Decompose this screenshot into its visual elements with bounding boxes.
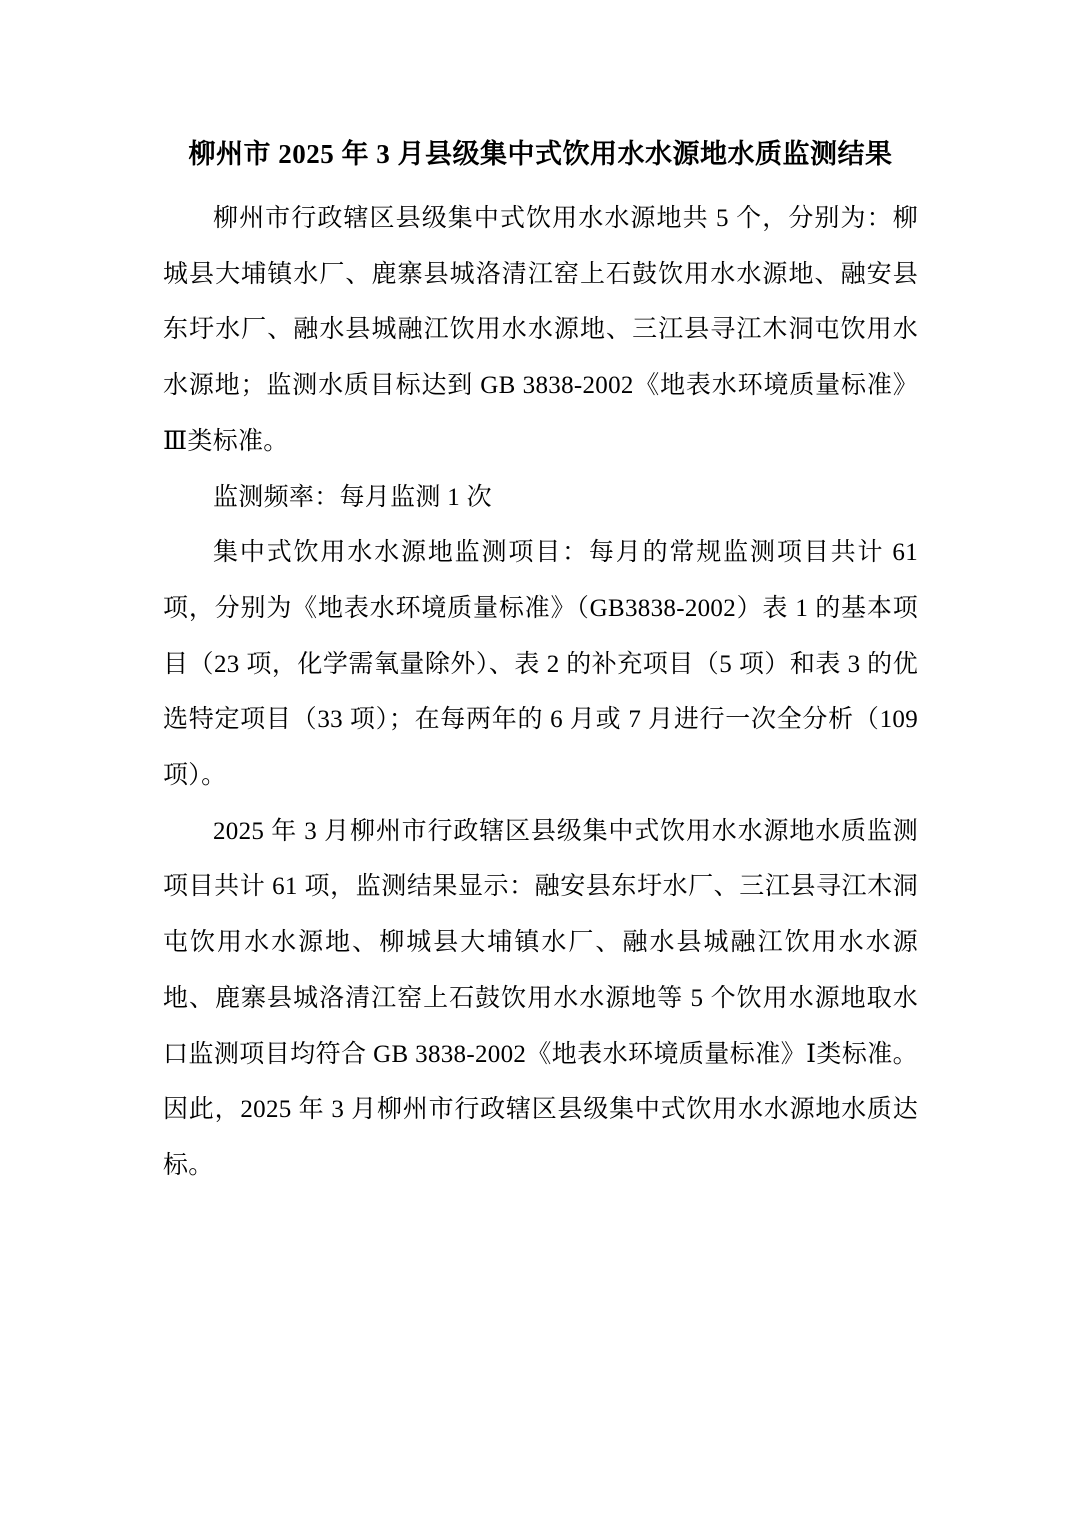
paragraph-monitoring-results: 2025 年 3 月柳州市行政辖区县级集中式饮用水水源地水质监测项目共计 61 项，监测结果显示：融安县东圩水厂、三江县寻江木洞屯饮用水水源地、柳城县大埔镇水厂、融水县城融江饮用水水源地、鹿寨县城洛清江窑上石鼓饮用水水源地等 5 个饮用水源地取水口监测项目均符合 GB 3838-2002《地表水环境质量标准》Ⅰ类标准。因此，2025 年 3 月柳州市行政辖区县级集中式饮用水水源地水质达标。 xyxy=(163,817,918,1179)
paragraph-water-source-list: 柳州市行政辖区县级集中式饮用水水源地共 5 个，分别为：柳城县大埔镇水厂、鹿寨县城洛清江窑上石鼓饮用水水源地、融安县东圩水厂、融水县城融江饮用水水源地、三江县寻江木洞屯饮用水水源地；监测水质目标达到 GB 3838-2002《地表水环境质量标准》Ⅲ类标准。 xyxy=(163,205,918,455)
paragraph-monitoring-items: 集中式饮用水水源地监测项目：每月的常规监测项目共计 61 项，分别为《地表水环境质量标准》（GB3838-2002）表 1 的基本项目（23 项，化学需氧量除外）、表 2 的补充项目（5 项）和表 3 的优选特定项目（33 项）；在每两年的 6 月或 7 月进行一次全分析（109 项）。 xyxy=(163,539,918,790)
paragraph-monitoring-frequency: 监测频率：每月监测 1 次 xyxy=(213,483,492,511)
document-title: 柳州市 2025 年 3 月县级集中式饮用水水源地水质监测结果 xyxy=(188,139,893,169)
